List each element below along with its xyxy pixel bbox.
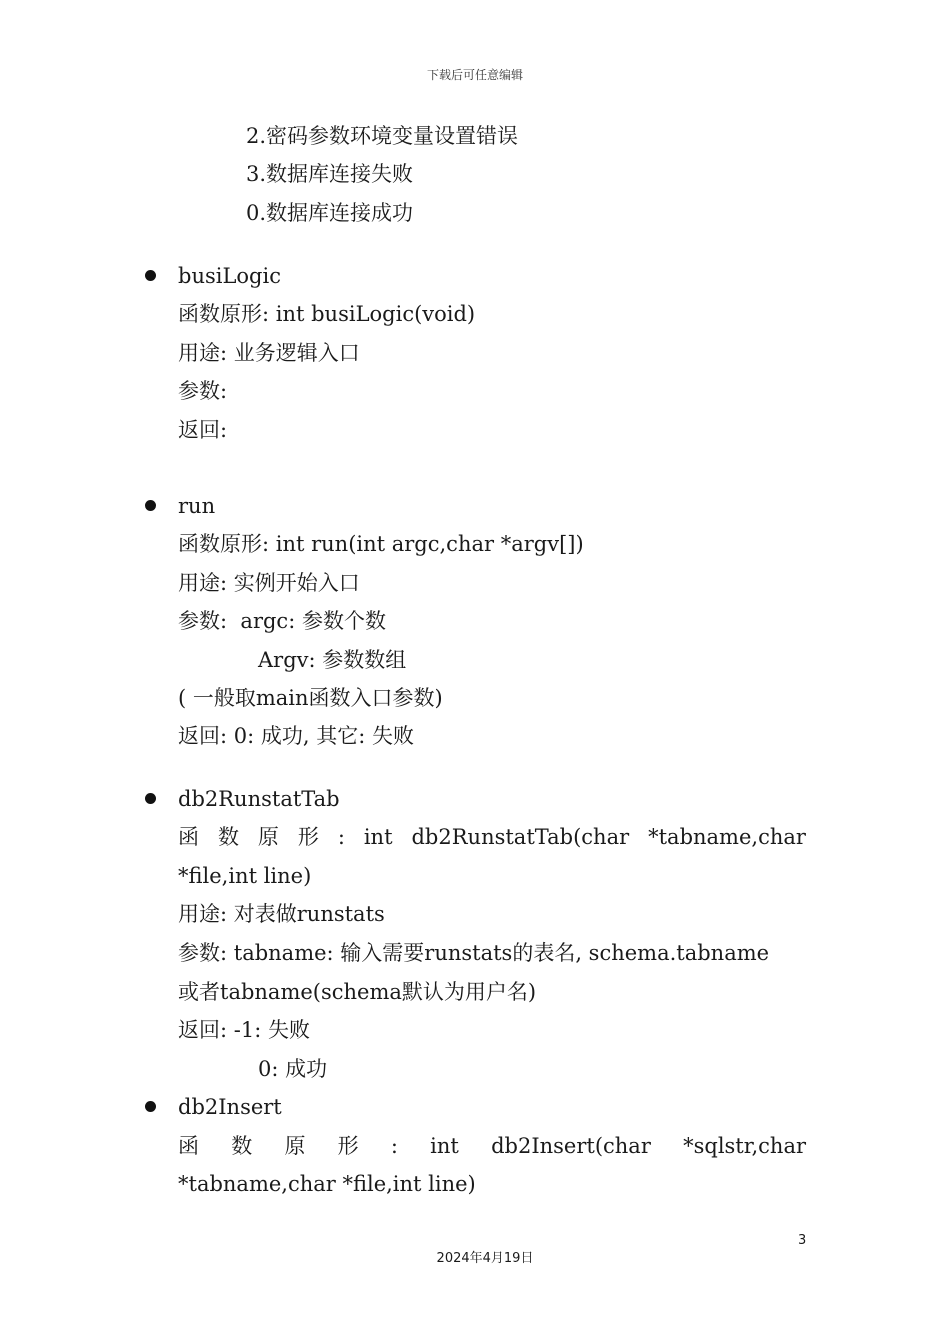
page-number: 3 (798, 1233, 807, 1248)
proto-word: 数 (217, 825, 239, 849)
run-usage: 用途: 实例开始入口 (178, 571, 360, 595)
proto-word: db2RunstatTab(char (411, 825, 630, 849)
runstattab-prototype-cont: *file,int line) (178, 864, 312, 888)
runstattab-usage: 用途: 对表做runstats (178, 902, 385, 926)
busilogic-usage: 用途: 业务逻辑入口 (178, 341, 360, 365)
run-params-argv: Argv: 参数数组 (258, 648, 407, 672)
func-name-busilogic: busiLogic (178, 264, 281, 288)
footer-date: 2024年4月19日 (436, 1251, 534, 1266)
runstattab-prototype (178, 823, 806, 851)
proto-word: 形 (297, 825, 319, 849)
runstattab-return: 返回: -1: 失败 (178, 1018, 310, 1042)
func-name-runstattab: db2RunstatTab (178, 787, 340, 811)
proto-word: 数 (231, 1134, 253, 1158)
run-params: 参数: argc: 参数个数 (178, 609, 386, 633)
proto-word: db2Insert(char (491, 1134, 651, 1158)
proto-word: 原 (284, 1134, 306, 1158)
page-header: 下载后可任意编辑 (426, 68, 523, 82)
proto-word: 函 (178, 825, 199, 849)
proto-word: 形 (337, 1134, 359, 1158)
bullet-icon (145, 500, 156, 511)
run-return: 返回: 0: 成功, 其它: 失败 (178, 724, 414, 748)
runstattab-params: 参数: tabname: 输入需要runstats的表名, schema.tabname (178, 941, 770, 965)
return-code-3: 3.数据库连接失败 (246, 162, 414, 186)
proto-word: *sqlstr,char (683, 1134, 806, 1158)
run-note: ( 一般取main函数入口参数) (178, 686, 443, 710)
func-name-insert: db2Insert (178, 1095, 282, 1119)
func-name-run: run (178, 494, 216, 518)
insert-prototype (178, 1132, 806, 1160)
proto-word: int (363, 825, 393, 849)
proto-word: 函 (178, 1134, 199, 1158)
insert-prototype-cont: *tabname,char *file,int line) (178, 1172, 476, 1196)
busilogic-return: 返回: (178, 418, 228, 442)
proto-word: *tabname,char (648, 825, 806, 849)
bullet-icon (145, 793, 156, 804)
return-code-2: 2.密码参数环境变量设置错误 (246, 124, 519, 148)
bullet-icon (145, 270, 156, 281)
proto-word: : (337, 825, 345, 849)
runstattab-params-cont: 或者tabname(schema默认为用户名) (178, 980, 537, 1004)
busilogic-params: 参数: (178, 379, 228, 403)
proto-word: int (430, 1134, 459, 1158)
return-code-0: 0.数据库连接成功 (246, 201, 414, 225)
runstattab-return-success: 0: 成功 (258, 1057, 328, 1081)
bullet-icon (145, 1101, 156, 1112)
proto-word: 原 (257, 825, 279, 849)
proto-word: : (390, 1134, 398, 1158)
busilogic-prototype: 函数原形: int busiLogic(void) (178, 302, 476, 326)
run-prototype: 函数原形: int run(int argc,char *argv[]) (178, 532, 584, 556)
